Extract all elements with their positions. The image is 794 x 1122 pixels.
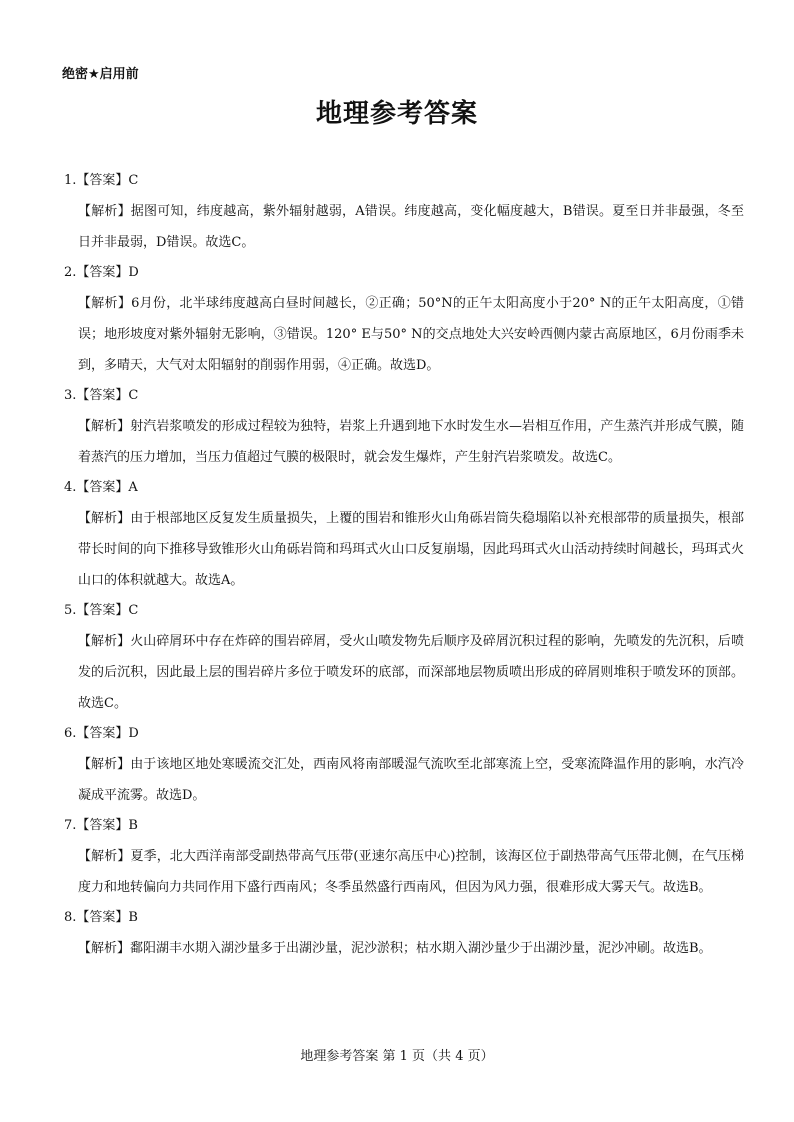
page-title: 地理参考答案 xyxy=(315,99,478,129)
explanation: 【解析】由于根部地区反复发生质量损失，上覆的围岩和锥形火山角砾岩筒失稳塌陷以补充根部带的质量损失，根部带长时间的向下推移导致锥形火山角砾岩筒和玛珥式火山口反复崩塌，因此玛珥式火山活动持续时间越长，玛珥式火山口的体积就越大。故选A。 xyxy=(78,511,744,588)
answer-value: 【答案】C xyxy=(76,603,139,618)
question-answer xyxy=(64,719,744,749)
confidential-label: 绝密★启用前 xyxy=(62,67,139,82)
question-number: 2. xyxy=(64,265,77,280)
answer-list xyxy=(64,166,744,964)
answer-item-4 xyxy=(64,473,744,596)
answer-item-7 xyxy=(64,811,744,903)
answer-item-3 xyxy=(64,381,744,473)
explanation: 【解析】据图可知，纬度越高，紫外辐射越弱，A错误。纬度越高，变化幅度越大，B错误。夏至日并非最强，冬至日并非最弱，D错误。故选C。 xyxy=(78,204,744,250)
answer-value: 【答案】A xyxy=(76,480,138,495)
question-answer xyxy=(64,258,744,288)
answer-value: 【答案】D xyxy=(76,726,139,741)
question-number: 6. xyxy=(64,726,77,741)
question-answer xyxy=(64,811,744,841)
explanation: 【解析】射汽岩浆喷发的形成过程较为独特，岩浆上升遇到地下水时发生水—岩相互作用，产生蒸汽并形成气膜，随着蒸汽的压力增加，当压力值超过气膜的极限时，就会发生爆炸，产生射汽岩浆喷发。故选C。 xyxy=(78,419,744,465)
question-answer xyxy=(64,166,744,196)
question-number: 5. xyxy=(64,603,77,618)
question-answer xyxy=(64,596,744,626)
question-answer xyxy=(64,903,744,933)
answer-value: 【答案】B xyxy=(76,818,138,833)
question-number: 8. xyxy=(64,910,77,925)
question-number: 4. xyxy=(64,480,77,495)
answer-item-2 xyxy=(64,258,744,381)
page-footer: 地理参考答案 第 1 页（共 4 页） xyxy=(300,1049,494,1064)
question-answer xyxy=(64,381,744,411)
explanation: 【解析】夏季，北大西洋南部受副热带高气压带(亚速尔高压中心)控制，该海区位于副热带高气压带北侧，在气压梯度力和地转偏向力共同作用下盛行西南风；冬季虽然盛行西南风，但因为风力强，很难形成大雾天气。故选B。 xyxy=(78,849,744,895)
explanation: 【解析】由于该地区地处寒暖流交汇处，西南风将南部暖湿气流吹至北部寒流上空，受寒流降温作用的影响，水汽冷凝成平流雾。故选D。 xyxy=(78,757,744,803)
answer-value: 【答案】C xyxy=(76,173,139,188)
answer-value: 【答案】C xyxy=(76,388,139,403)
question-number: 3. xyxy=(64,388,77,403)
question-answer xyxy=(64,473,744,503)
answer-item-5 xyxy=(64,596,744,719)
answer-item-1 xyxy=(64,166,744,258)
question-number: 1. xyxy=(64,173,77,188)
answer-value: 【答案】D xyxy=(76,265,139,280)
answer-item-6 xyxy=(64,719,744,811)
explanation: 【解析】6月份，北半球纬度越高白昼时间越长，②正确；50°N的正午太阳高度小于20° N的正午太阳高度，①错误；地形坡度对紫外辐射无影响，③错误。120° E与50° N的交点地处大兴安岭西侧内蒙古高原地区，6月份雨季未到，多晴天，大气对太阳辐射的削弱作用弱，④正确。故选D。 xyxy=(78,296,744,373)
explanation: 【解析】鄱阳湖丰水期入湖沙量多于出湖沙量，泥沙淤积；枯水期入湖沙量少于出湖沙量，泥沙冲刷。故选B。 xyxy=(78,941,712,956)
answer-value: 【答案】B xyxy=(76,910,138,925)
explanation: 【解析】火山碎屑环中存在炸碎的围岩碎屑，受火山喷发物先后顺序及碎屑沉积过程的影响，先喷发的先沉积，后喷发的后沉积，因此最上层的围岩碎片多位于喷发环的底部，而深部地层物质喷出形成的碎屑则堆积于喷发环的顶部。故选C。 xyxy=(78,634,744,711)
question-number: 7. xyxy=(64,818,77,833)
answer-item-8 xyxy=(64,903,744,964)
